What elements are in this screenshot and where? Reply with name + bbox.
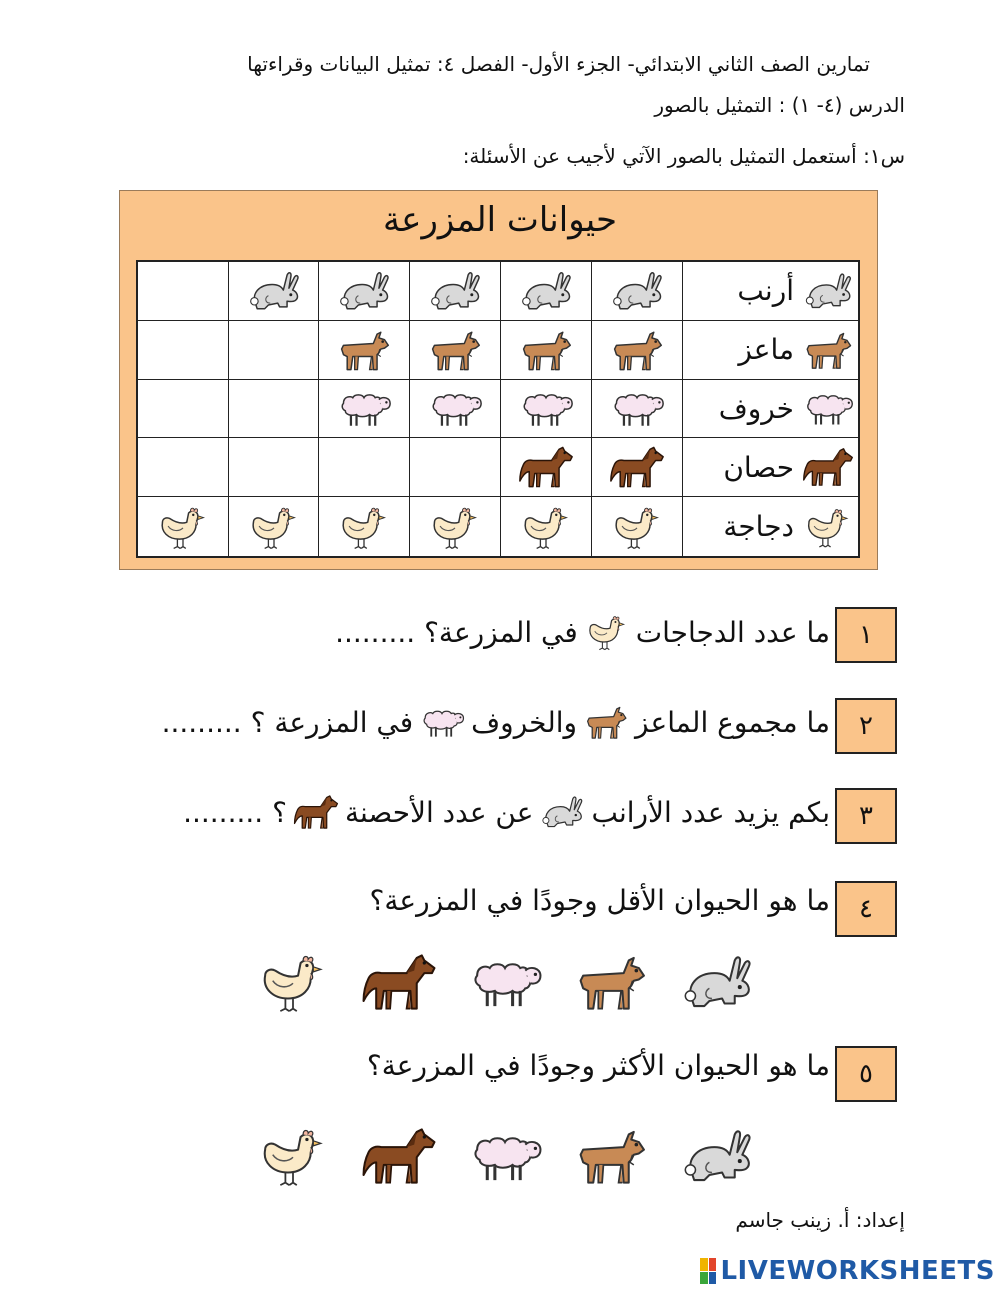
question-2-text-b: والخروف bbox=[471, 705, 578, 739]
rabbit-icon bbox=[518, 266, 574, 316]
chart-title: حيوانات المزرعة bbox=[382, 200, 618, 240]
grid-cell bbox=[228, 497, 318, 556]
grid-cell bbox=[409, 380, 500, 439]
goat-choice-icon[interactable] bbox=[573, 948, 649, 1016]
grid-cell bbox=[591, 262, 682, 321]
row-label-text: خروف bbox=[718, 391, 794, 425]
row-label-text: ماعز bbox=[738, 333, 794, 367]
question-3-text-a: بكم يزيد عدد الأرانب bbox=[591, 795, 830, 829]
grid-cell bbox=[500, 497, 591, 556]
chicken-icon bbox=[427, 502, 483, 552]
grid-cell bbox=[500, 321, 591, 380]
lesson-title: الدرس (٤- ١) : التمثيل بالصور bbox=[654, 93, 905, 117]
rabbit-icon bbox=[246, 266, 302, 316]
grid-cell bbox=[138, 497, 228, 556]
chicken-icon bbox=[155, 502, 211, 552]
sheep-icon bbox=[419, 700, 465, 744]
goat-icon bbox=[609, 325, 665, 375]
grid-cell bbox=[138, 321, 228, 380]
grid-cell bbox=[409, 438, 500, 497]
rabbit-icon bbox=[802, 267, 854, 315]
row-label-text: حصان bbox=[723, 450, 794, 484]
grid-cell bbox=[409, 321, 500, 380]
goat-icon bbox=[427, 325, 483, 375]
row-label-goat bbox=[682, 321, 858, 380]
question-5-choices bbox=[255, 1122, 755, 1190]
grid-cell bbox=[318, 438, 409, 497]
sheep-icon bbox=[427, 383, 483, 433]
grid-cell bbox=[228, 380, 318, 439]
row-label-text: أرنب bbox=[737, 274, 794, 308]
chicken-icon bbox=[584, 610, 630, 654]
grid-cell bbox=[409, 262, 500, 321]
chicken-icon bbox=[802, 503, 854, 551]
question-3-text-c: ؟ ......... bbox=[183, 795, 287, 829]
question-3-text-b: عن عدد الأحصنة bbox=[344, 795, 534, 829]
goat-icon bbox=[802, 326, 854, 374]
grid-cell bbox=[228, 321, 318, 380]
question-1 bbox=[335, 610, 830, 654]
credit: إعداد: أ. زينب جاسم bbox=[735, 1208, 905, 1232]
logo-text: LIVEWORKSHEETS bbox=[720, 1256, 995, 1286]
grid-cell bbox=[228, 262, 318, 321]
grid-cell bbox=[591, 380, 682, 439]
horse-choice-icon[interactable] bbox=[361, 1122, 437, 1190]
grid-cell bbox=[318, 380, 409, 439]
question-number-box: ٤ bbox=[835, 881, 897, 937]
rabbit-choice-icon[interactable] bbox=[679, 948, 755, 1016]
sheep-icon bbox=[802, 384, 854, 432]
goat-choice-icon[interactable] bbox=[573, 1122, 649, 1190]
rabbit-icon bbox=[539, 790, 585, 834]
question-2-text-c: في المزرعة ؟ ......... bbox=[161, 705, 414, 739]
horse-icon bbox=[609, 442, 665, 492]
goat-icon bbox=[583, 700, 629, 744]
row-label-horse bbox=[682, 438, 858, 497]
row-label-sheep bbox=[682, 380, 858, 439]
grid-cell bbox=[409, 497, 500, 556]
rabbit-icon bbox=[427, 266, 483, 316]
grid-cell bbox=[138, 438, 228, 497]
sheep-choice-icon[interactable] bbox=[467, 1122, 543, 1190]
goat-icon bbox=[336, 325, 392, 375]
chicken-icon bbox=[518, 502, 574, 552]
grid-cell bbox=[500, 262, 591, 321]
grid-cell bbox=[500, 438, 591, 497]
question-number-box: ١ bbox=[835, 607, 897, 663]
grid-cell bbox=[591, 321, 682, 380]
worksheet-title: تمارين الصف الثاني الابتدائي- الجزء الأول- الفصل ٤: تمثيل البيانات وقراءتها bbox=[247, 52, 870, 76]
question-4-choices bbox=[255, 948, 755, 1016]
question-2-text-a: ما مجموع الماعز bbox=[635, 705, 830, 739]
grid-cell bbox=[591, 438, 682, 497]
rabbit-icon bbox=[336, 266, 392, 316]
chicken-icon bbox=[246, 502, 302, 552]
chicken-icon bbox=[336, 502, 392, 552]
grid-cell bbox=[138, 380, 228, 439]
question-1-text-a: ما عدد الدجاجات bbox=[635, 615, 830, 649]
row-label-chicken bbox=[682, 497, 858, 556]
question-number-box: ٣ bbox=[835, 788, 897, 844]
row-label-text: دجاجة bbox=[723, 510, 794, 544]
pictograph-grid bbox=[136, 260, 860, 558]
question-number-box: ٥ bbox=[835, 1046, 897, 1102]
horse-icon bbox=[293, 790, 339, 834]
chicken-choice-icon[interactable] bbox=[255, 1122, 331, 1190]
grid-cell bbox=[228, 438, 318, 497]
question-3 bbox=[183, 790, 830, 834]
horse-icon bbox=[802, 443, 854, 491]
horse-choice-icon[interactable] bbox=[361, 948, 437, 1016]
rabbit-icon bbox=[609, 266, 665, 316]
question-1-text-b: في المزرعة؟ ......... bbox=[335, 615, 578, 649]
rabbit-choice-icon[interactable] bbox=[679, 1122, 755, 1190]
logo-mark-icon bbox=[700, 1258, 716, 1284]
question-4-text: ما هو الحيوان الأقل وجودًا في المزرعة؟ bbox=[369, 884, 830, 917]
chicken-icon bbox=[609, 502, 665, 552]
row-label-rabbit bbox=[682, 262, 858, 321]
grid-cell bbox=[318, 321, 409, 380]
grid-cell bbox=[138, 262, 228, 321]
grid-cell bbox=[318, 262, 409, 321]
liveworksheets-logo[interactable] bbox=[700, 1254, 995, 1288]
grid-cell bbox=[318, 497, 409, 556]
sheep-icon bbox=[336, 383, 392, 433]
grid-cell bbox=[591, 497, 682, 556]
sheep-choice-icon[interactable] bbox=[467, 948, 543, 1016]
question-4 bbox=[370, 884, 830, 917]
question-prompt: س١: أستعمل التمثيل بالصور الآتي لأجيب عن الأسئلة: bbox=[462, 144, 905, 168]
grid-cell bbox=[500, 380, 591, 439]
question-number-box: ٢ bbox=[835, 698, 897, 754]
sheep-icon bbox=[609, 383, 665, 433]
question-2 bbox=[162, 700, 830, 744]
question-5-text: ما هو الحيوان الأكثر وجودًا في المزرعة؟ bbox=[366, 1049, 830, 1082]
question-5 bbox=[367, 1049, 830, 1082]
horse-icon bbox=[518, 442, 574, 492]
chicken-choice-icon[interactable] bbox=[255, 948, 331, 1016]
goat-icon bbox=[518, 325, 574, 375]
sheep-icon bbox=[518, 383, 574, 433]
